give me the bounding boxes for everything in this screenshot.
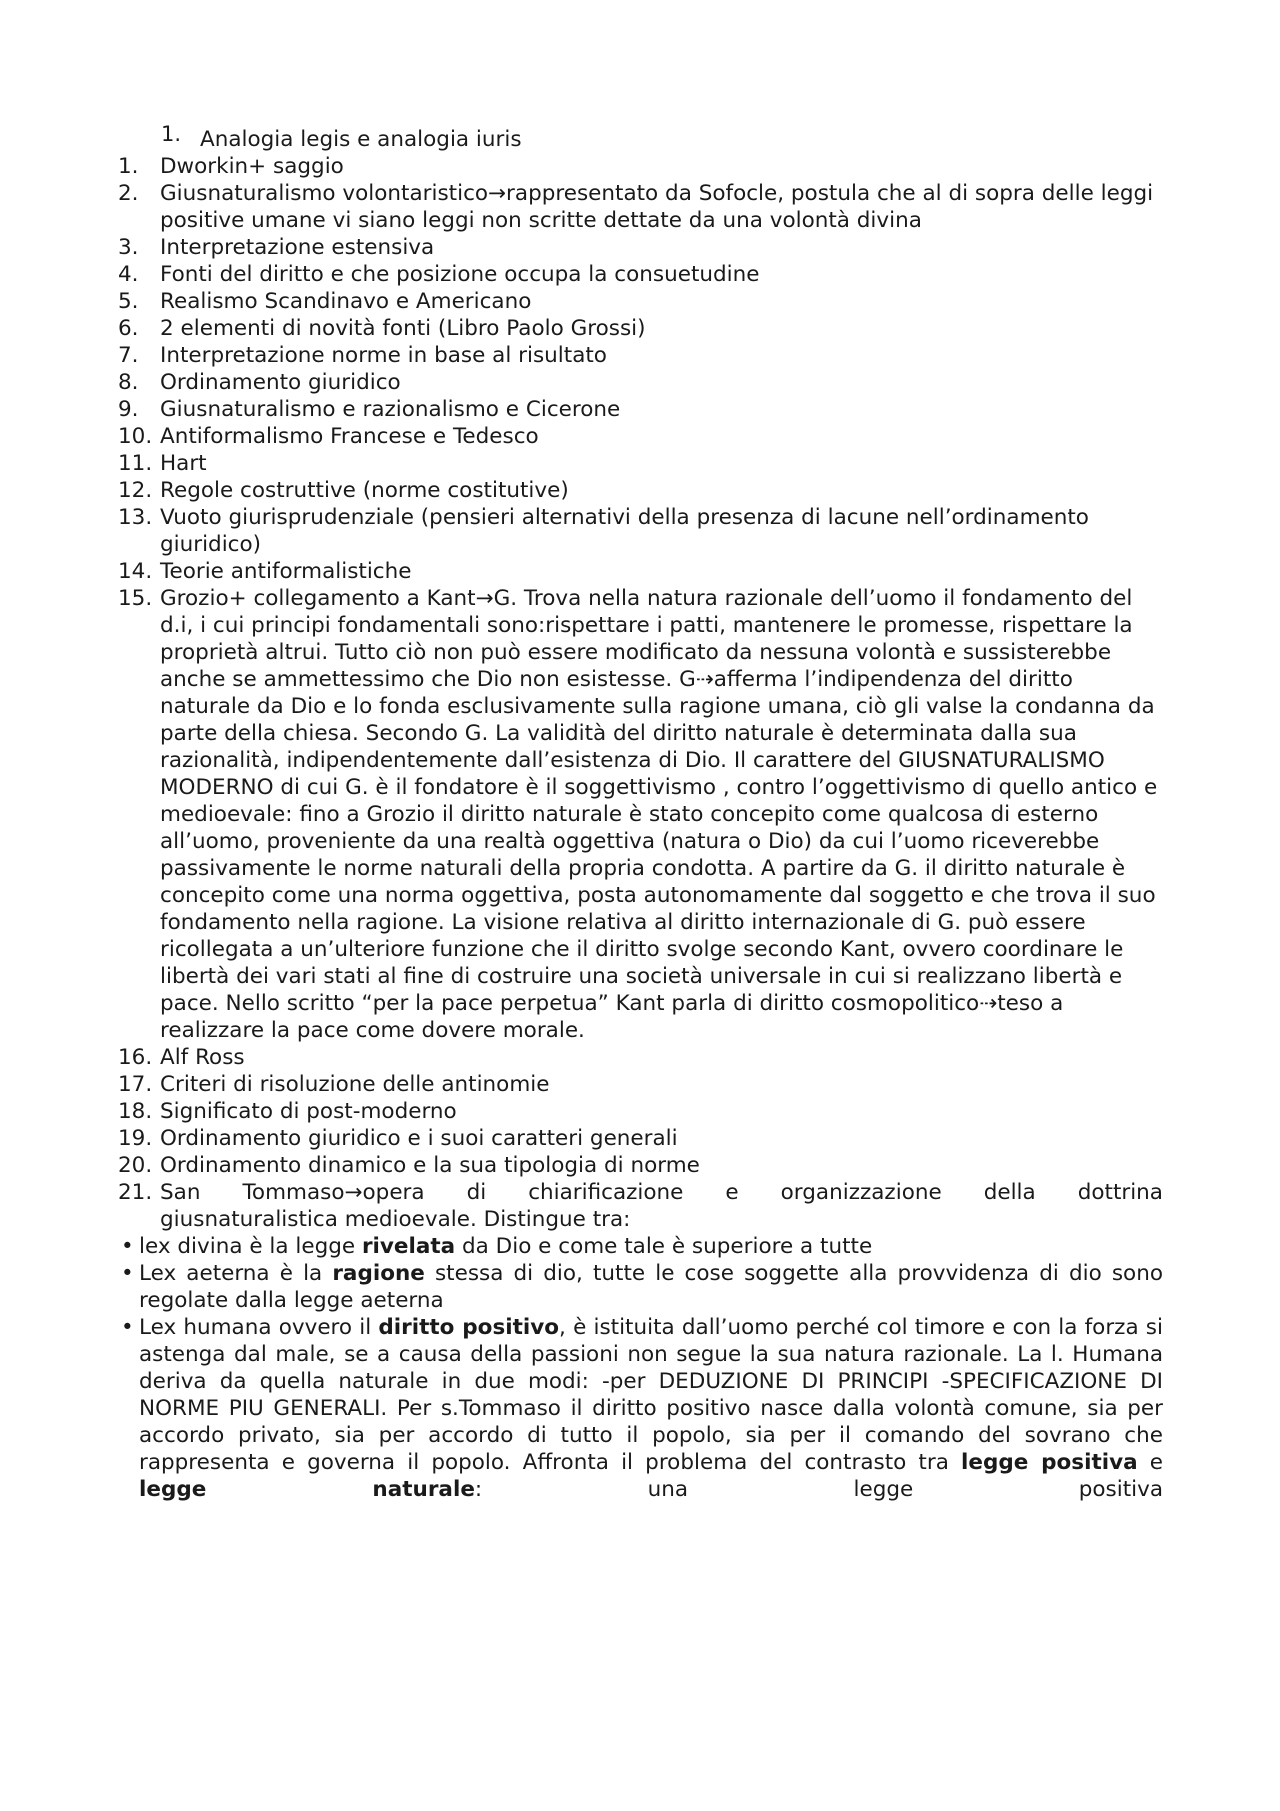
list-item <box>118 1044 1163 1071</box>
list-text: Alf Ross <box>160 1045 245 1070</box>
list-text: Grozio+ collegamento a Kant→G. Trova nella natura razionale dell’uomo il fondamento del d.i, i cui principi fondamentali sono:rispettare i patti, mantenere le promesse, rispettare la proprietà altrui. Tutto ciò non può essere modificato da nessuna volontà e sussisterebbe anche se ammettessimo che Dio non esistesse. G⇢afferma l’indipendenza del diritto naturale da Dio e lo fonda esclusivamente sulla ragione umana, ciò gli valse la condanna da parte della chiesa. Secondo G. La validità del diritto naturale è determinata dalla sua razionalità, indipendentemente dall’esistenza di Dio. Il carattere del GIUSNATURALISMO MODERNO di cui G. è il fondatore è il soggettivismo , contro l’oggettivismo di quello antico e medioevale: fino a Grozio il diritto naturale è stato concepito come qualcosa di esterno all’uomo, proveniente da una realtà oggettiva (natura o Dio) da cui l’uomo riceverebbe passivamente le norme naturali della propria condotta. A partire da G. il diritto naturale è concepito come una norma oggettiva, posta autonomamente dal soggetto e che trova il suo fondamento nella ragione. La visione relativa al diritto internazionale di G. può essere ricollegata a un’ulteriore funzione che il diritto svolge secondo Kant, ovvero coordinare le libertà dei vari stati al fine di costruire una società universale in cui si realizzano libertà e pace. Nello scritto “per la pace perpetua” Kant parla di diritto cosmopolitico⇢teso a realizzare la pace come dovere morale. <box>160 586 1158 1043</box>
list-number: 18. <box>118 1099 153 1124</box>
bullet-item-lex-aeterna <box>121 1260 1163 1314</box>
list-item <box>118 477 1163 504</box>
list-number: 5. <box>118 289 139 314</box>
list-text: Ordinamento dinamico e la sua tipologia di norme <box>160 1153 700 1178</box>
list-number: 12. <box>118 478 153 503</box>
list-number: 1. <box>118 154 139 179</box>
list-number: 14. <box>118 559 153 584</box>
list-item <box>118 153 1163 180</box>
bullet-icon: • <box>121 1315 134 1340</box>
list-item <box>118 504 1163 558</box>
list-text <box>160 1179 1163 1233</box>
list-text: Interpretazione estensiva <box>160 235 435 260</box>
list-number: 19. <box>118 1126 153 1151</box>
list-item <box>118 342 1163 369</box>
list-number: 13. <box>118 505 153 530</box>
bullet-icon: • <box>121 1234 134 1259</box>
item21-line2: giusnaturalistica medioevale. Distingue tra: <box>160 1207 631 1232</box>
list-text: Ordinamento giuridico e i suoi caratteri generali <box>160 1126 678 1151</box>
bullet-text: Lex humana ovvero il diritto positivo, è istituita dall’uomo perché col timore e con la forza si astenga dal male, se a causa della passioni non segue la sua natura razionale. La l. Humana deriva da quella naturale in due modi: -per DEDUZIONE DI PRINCIPI -SPECIFICAZIONE DI NORME PIU GENERALI. Per s.Tommaso il diritto positivo nasce dalla volontà comune, sia per accordo privato, sia per accordo di tutto il popolo, sia per il comando del sovrano che rappresenta e governa il popolo. Affronta il problema del contrasto tra legge positiva e legge naturale: una legge positiva <box>139 1315 1163 1502</box>
list-number: 3. <box>118 235 139 260</box>
list-number: 8. <box>118 370 139 395</box>
list-number: 6. <box>118 316 139 341</box>
list-text: Significato di post-moderno <box>160 1099 457 1124</box>
list-item <box>118 558 1163 585</box>
list-item <box>118 1125 1163 1152</box>
list-text: Teorie antiformalistiche <box>160 559 412 584</box>
list-number: 7. <box>118 343 139 368</box>
list-number: 2. <box>118 181 139 206</box>
bullet-icon: • <box>121 1261 134 1286</box>
list-number: 16. <box>118 1045 153 1070</box>
list-text: Criteri di risoluzione delle antinomie <box>160 1072 550 1097</box>
list-number: 1. <box>161 122 182 146</box>
list-item <box>118 1152 1163 1179</box>
bullet-text: Lex aeterna è la ragione stessa di dio, tutte le cose soggette alla provvidenza di dio sono regolate dalla legge aeterna <box>139 1261 1163 1313</box>
list-item-intro <box>161 122 1163 153</box>
list-text: Analogia legis e analogia iuris <box>200 127 522 152</box>
list-text: Interpretazione norme in base al risultato <box>160 343 607 368</box>
list-number: 20. <box>118 1153 153 1178</box>
list-number: 17. <box>118 1072 153 1097</box>
list-item <box>118 369 1163 396</box>
list-number: 10. <box>118 424 153 449</box>
list-text: Vuoto giurisprudenziale (pensieri alternativi della presenza di lacune nell’ordinamento giuridico) <box>160 505 1089 557</box>
list-text: Realismo Scandinavo e Americano <box>160 289 532 314</box>
list-item <box>118 315 1163 342</box>
list-text: Giusnaturalismo e razionalismo e Cicerone <box>160 397 621 422</box>
list-item <box>118 585 1163 1044</box>
bullet-text: lex divina è la legge rivelata da Dio e come tale è superiore a tutte <box>139 1234 873 1259</box>
list-text: Giusnaturalismo volontaristico→rappresentato da Sofocle, postula che al di sopra delle leggi positive umane vi siano leggi non scritte dettate da una volontà divina <box>160 181 1154 233</box>
list-item <box>118 261 1163 288</box>
list-text: Regole costruttive (norme costitutive) <box>160 478 569 503</box>
list-item <box>118 450 1163 477</box>
list-number: 21. <box>118 1180 153 1205</box>
item21-line1: San Tommaso→opera di chiarificazione e organizzazione della dottrina <box>160 1180 1163 1205</box>
bullet-item-lex-humana <box>121 1314 1163 1503</box>
list-item <box>118 288 1163 315</box>
list-text: Antiformalismo Francese e Tedesco <box>160 424 539 449</box>
list-text: 2 elementi di novità fonti (Libro Paolo Grossi) <box>160 316 646 341</box>
list-text: Fonti del diritto e che posizione occupa la consuetudine <box>160 262 760 287</box>
list-number: 4. <box>118 262 139 287</box>
list-number: 15. <box>118 586 153 611</box>
list-item <box>118 1098 1163 1125</box>
list-number: 11. <box>118 451 153 476</box>
list-item <box>118 234 1163 261</box>
list-item-21 <box>118 1179 1163 1233</box>
bullet-item-lex-divina <box>121 1233 1163 1260</box>
list-text: Dworkin+ saggio <box>160 154 344 179</box>
list-text: Ordinamento giuridico <box>160 370 401 395</box>
list-item <box>118 396 1163 423</box>
list-text: Hart <box>160 451 207 476</box>
list-item <box>118 423 1163 450</box>
list-item <box>118 180 1163 234</box>
list-item <box>118 1071 1163 1098</box>
list-number: 9. <box>118 397 139 422</box>
question-list <box>118 122 1163 1503</box>
